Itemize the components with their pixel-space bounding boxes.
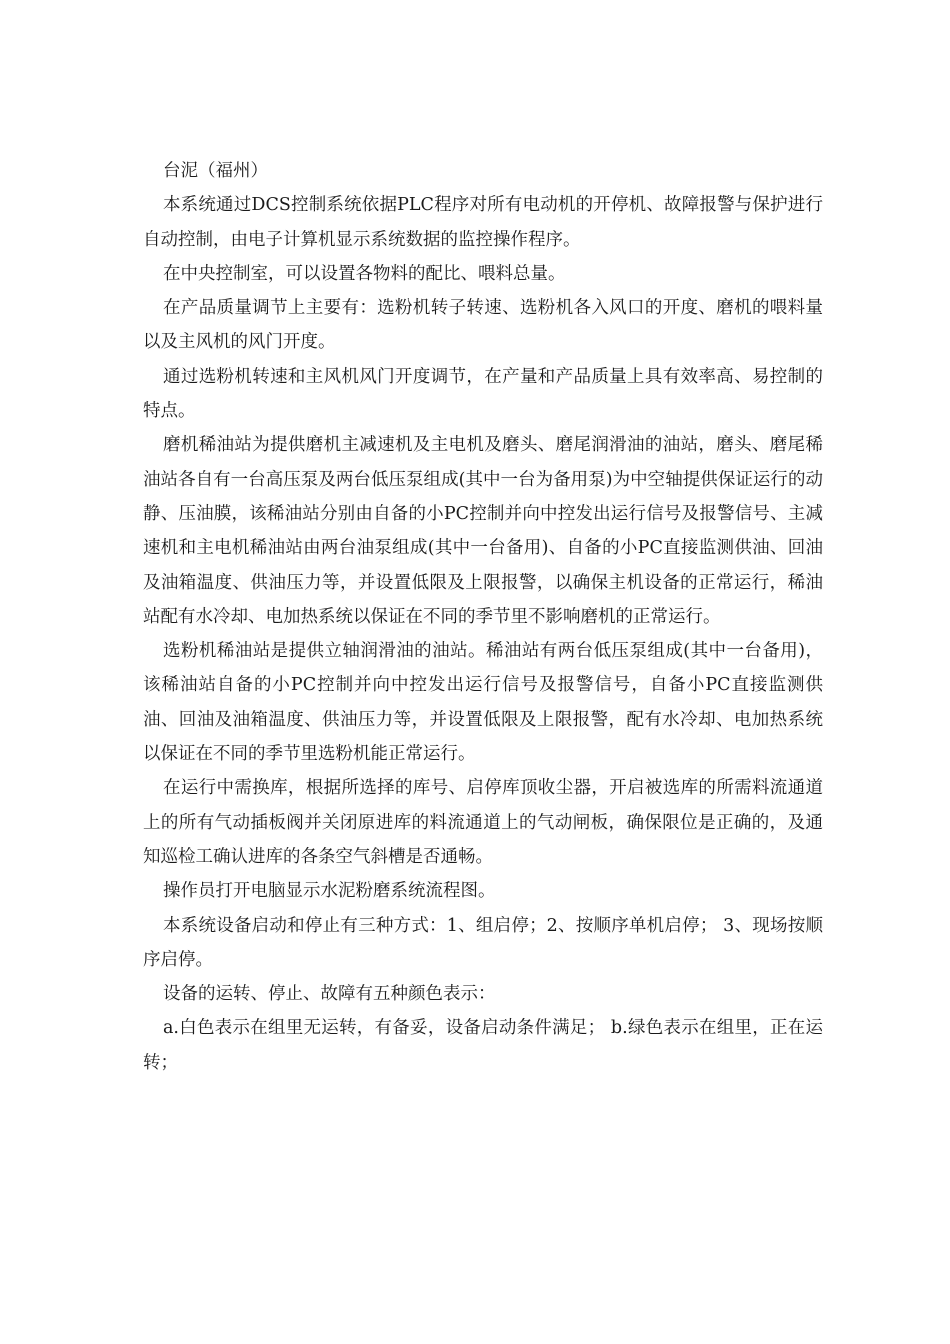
paragraph-color-states: 设备的运转、停止、故障有五种颜色表示：	[163, 984, 496, 1005]
paragraph-separator-oil-station: 选粉机稀油站是提供立轴润滑油的油站。稀油站有两台低压泵组成(其中一台备用)，该稀油站自备的小PC控制并向中控发出运行信号及报警信号，自备小PC直接监测供油、回油及油箱温度、供油压力等，并设置低限及上限报警，配有水冷却、电加热系统以保证在不同的季节里选粉机能正常运行。	[143, 641, 823, 765]
document-body	[143, 154, 823, 1080]
paragraph-start-stop-modes: 本系统设备启动和停止有三种方式：1、组启停；2、按顺序单机启停； 3、现场按顺序启停。	[143, 915, 823, 970]
paragraph-central-control: 在中央控制室，可以设置各物料的配比、喂料总量。	[163, 263, 566, 284]
paragraph-efficiency: 通过选粉机转速和主风机风门开度调节，在产量和产品质量上具有效率高、易控制的特点。	[143, 366, 823, 422]
paragraph-quality-adjustment: 在产品质量调节上主要有：选粉机转子转速、选粉机各入风口的开度、磨机的喂料量以及主风机的风门开度。	[143, 298, 823, 353]
paragraph-title: 台泥（福州）	[163, 161, 268, 181]
paragraph-mill-oil-station: 磨机稀油站为提供磨机主减速机及主电机及磨头、磨尾润滑油的油站，磨头、磨尾稀油站各自有一台高压泵及两台低压泵组成(其中一台为备用泵)为中空轴提供保证运行的动静、压油膜，该稀油站分别由自备的小PC控制并向中控发出运行信号及报警信号、主减速机和主电机稀油站由两台油泵组成(其中一台备用)、自备的小PC直接监测供油、回油及油箱温度、供油压力等，并设置低限及上限报警，以确保主机设备的正常运行，稀油站配有水冷却、电加热系统以保证在不同的季节里不影响磨机的正常运行。	[143, 435, 823, 627]
paragraph-silo-switch: 在运行中需换库，根据所选择的库号、启停库顶收尘器，开启被选库的所需料流通道上的所有气动插板阀并关闭原进库的料流通道上的气动闸板，确保限位是正确的，及通知巡检工确认进库的各条空气斜槽是否通畅。	[143, 778, 823, 867]
paragraph-system-overview: 本系统通过DCS控制系统依据PLC程序对所有电动机的开停机、故障报警与保护进行自动控制，由电子计算机显示系统数据的监控操作程序。	[143, 195, 823, 250]
paragraph-flowchart: 操作员打开电脑显示水泥粉磨系统流程图。	[163, 881, 496, 902]
paragraph-color-definitions: a.白色表示在组里无运转，有备妥，设备启动条件满足； b.绿色表示在组里，正在运转；	[143, 1018, 823, 1073]
